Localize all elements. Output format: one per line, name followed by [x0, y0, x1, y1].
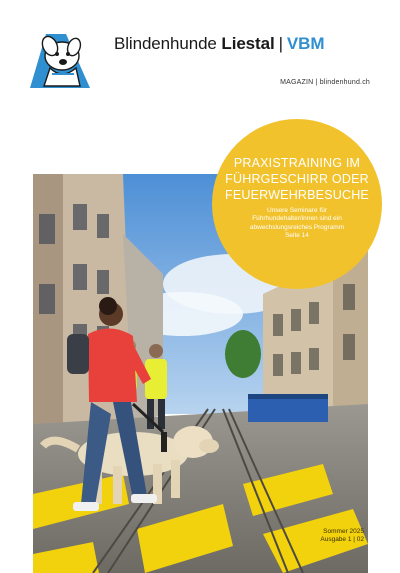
feature-headline: PRAXISTRAINING IM FÜHRGESCHIRR ODER FEUERWEHRBESUCHE — [225, 156, 369, 202]
issue-season: Sommer 2025 — [323, 528, 364, 535]
masthead-separator: | — [278, 34, 283, 53]
issue-number: Ausgabe 1 | 02 — [320, 536, 364, 543]
masthead-org: VBM — [286, 34, 325, 53]
guide-dog-logo-icon[interactable] — [28, 26, 92, 90]
masthead-title — [114, 34, 324, 54]
masthead-title-bold: Liestal — [221, 34, 275, 53]
masthead-title-regular: Blindenhunde — [114, 34, 217, 53]
masthead-meta: MAGAZIN | blindenhund.ch — [280, 79, 370, 86]
feature-bubble[interactable] — [212, 119, 382, 289]
issue-info — [320, 528, 364, 544]
feature-teaser: Unsere Seminare für Führhundehalter/innen sind ein abwechslungsreiches Programm Seite 14 — [249, 207, 345, 239]
